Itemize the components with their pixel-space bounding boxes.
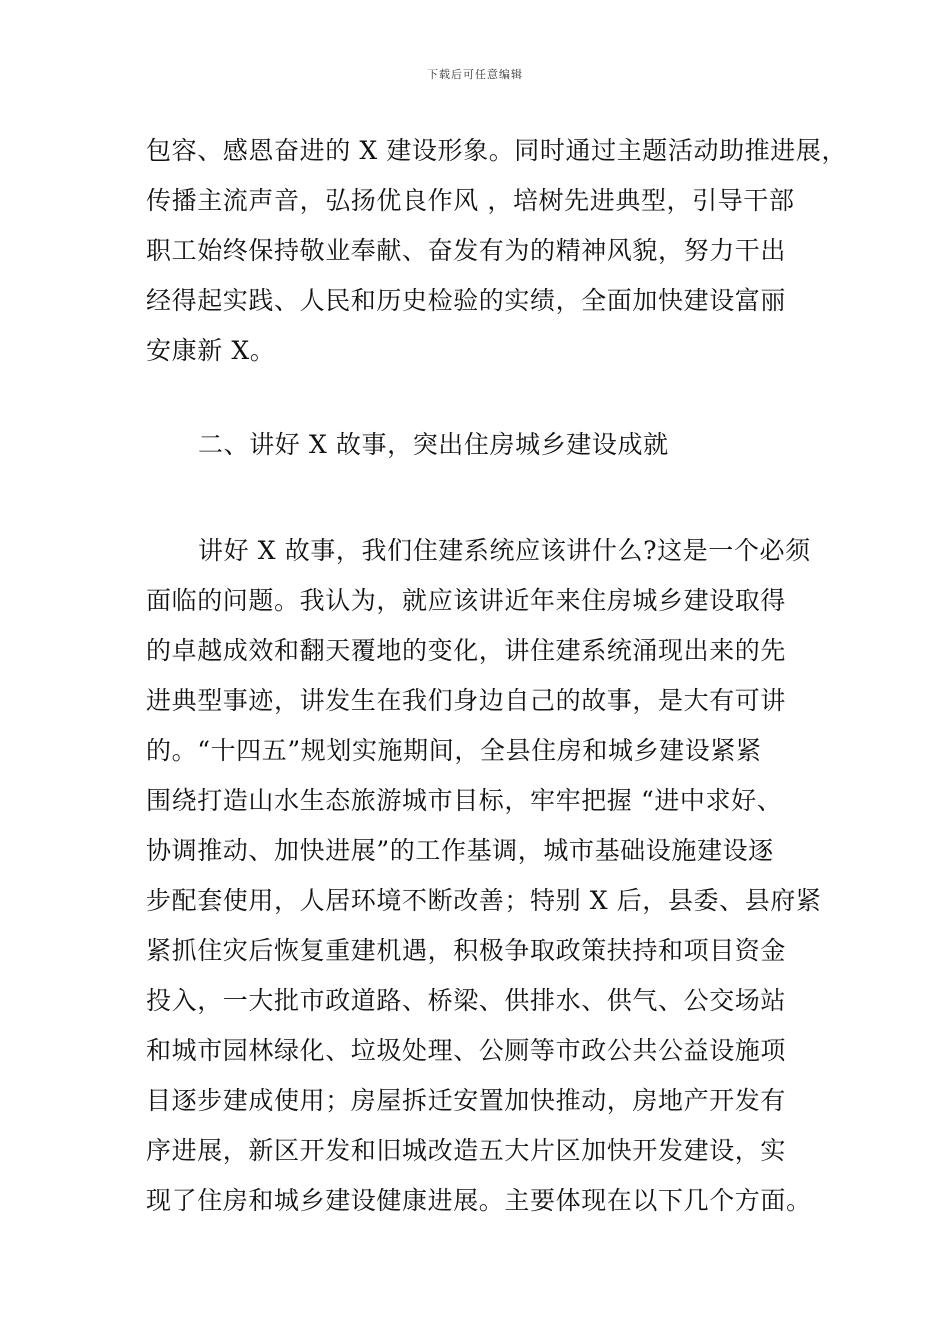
paragraph-line: 协调推动、加快进展”的工作基调，城市基础设施建设逐: [146, 836, 774, 865]
paragraph-line: 目逐步建成使用；房屋拆迁安置加快推动，房地产开发有: [146, 1086, 787, 1115]
paragraph-2: [146, 526, 822, 1226]
paragraph-line: 步配套使用，人居环境不断改善；特别 X 后，县委、县府紧: [146, 886, 822, 915]
paragraph-line: 包容、感恩奋进的 X 建设形象。同时通过主题活动助推进展，: [146, 136, 848, 165]
paragraph-line: 围绕打造山水生态旅游城市目标，牢牢把握 “进中求好、: [146, 786, 783, 815]
paragraph-line: 和城市园林绿化、垃圾处理、公厕等市政公共公益设施项: [146, 1036, 787, 1065]
paragraph-line: 安康新 X。: [146, 336, 276, 365]
paragraph-line: 讲好 X 故事，我们住建系统应该讲什么?这是一个必须: [198, 536, 811, 565]
paragraph-line: 传播主流声音，弘扬优良作风 ，培树先进典型，引导干部: [146, 186, 795, 215]
paragraph-line: 面临的问题。我认为，就应该讲近年来住房城乡建设取得: [146, 586, 787, 615]
header-note: 下载后可任意编辑: [427, 68, 523, 81]
section-heading-text: 二、讲好 X 故事，突出住房城乡建设成就: [198, 430, 669, 459]
paragraph-line: 序进展，新区开发和旧城改造五大片区加快开发建设，实: [146, 1136, 787, 1165]
paragraph-line: 的。“十四五”规划实施期间，全县住房和城乡建设紧紧: [146, 736, 762, 765]
section-heading: [146, 420, 810, 470]
paragraph-line: 经得起实践、人民和历史检验的实绩，全面加快建设富丽: [146, 286, 787, 315]
paragraph-line: 的卓越成效和翻天覆地的变化，讲住建系统涌现出来的先: [146, 636, 787, 665]
paragraph-line: 职工始终保持敬业奉献、奋发有为的精神风貌，努力干出: [146, 236, 787, 265]
paragraph-line: 现了住房和城乡建设健康进展。主要体现在以下几个方面。: [146, 1186, 812, 1215]
paragraph-line: 紧抓住灾后恢复重建机遇，积极争取政策扶持和项目资金: [146, 936, 787, 965]
paragraph-line: 进典型事迹，讲发生在我们身边自己的故事，是大有可讲: [146, 686, 787, 715]
paragraph-line: 投入，一大批市政道路、桥梁、供排水、供气、公交场站: [146, 986, 787, 1015]
paragraph-1: [146, 126, 848, 376]
